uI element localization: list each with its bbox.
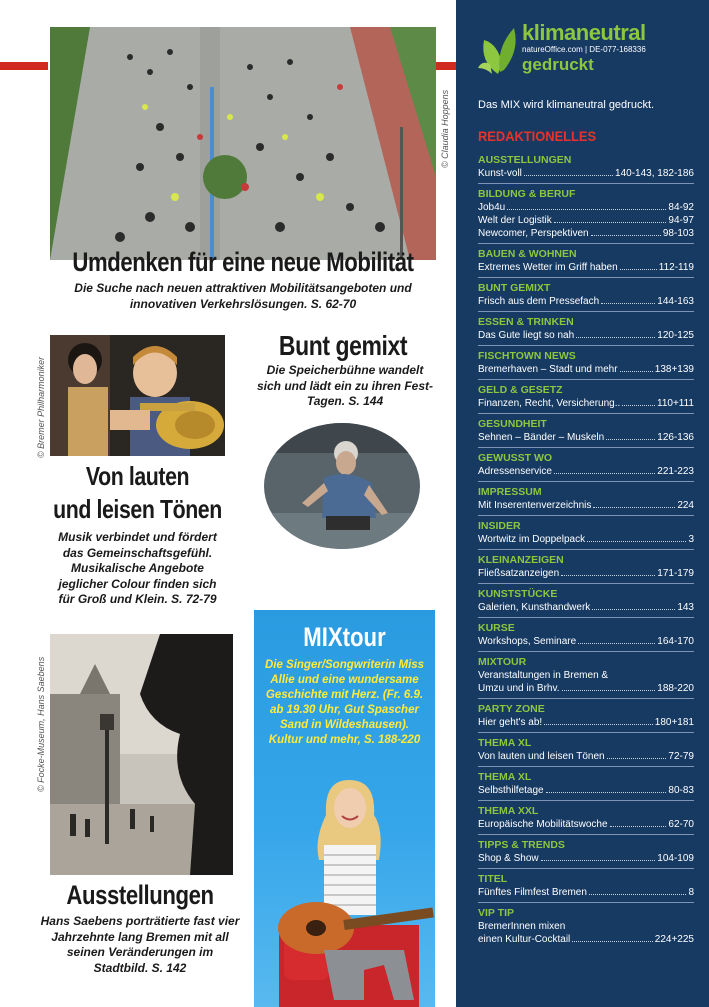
exhibitions-headline: Ausstellungen — [66, 880, 214, 910]
toc-entry-title: Selbsthilfetage — [478, 785, 544, 796]
toc-category: GESUNDHEIT — [478, 418, 547, 430]
toc-category: VIP TIP — [478, 907, 514, 919]
mixtour-text: Die Singer/Songwriterin Miss Allie und eine wundersame Geschichte mit Herz. (Fr. 6.9. ab 19.30 Uhr, Gut Spascher Sand in Wildeshausen). Kultur und mehr, S. 188-220 — [264, 659, 425, 746]
toc-section — [478, 383, 694, 414]
toc-leader-dots — [606, 439, 655, 440]
toc-entry[interactable] — [478, 214, 694, 227]
toc-divider — [478, 868, 694, 869]
toc-category: KURSE — [478, 622, 515, 634]
toc-entry[interactable] — [478, 227, 694, 240]
toc-category: BILDUNG & BERUF — [478, 188, 576, 200]
toc-list — [478, 153, 694, 949]
toc-entry-title: Das Gute liegt so nah — [478, 330, 575, 341]
toc-entry-title: Workshops, Seminare — [478, 636, 577, 647]
toc-entry-title: Newcomer, Perspektiven — [478, 228, 589, 239]
toc-entry-title: Hier geht's ab! — [478, 717, 543, 728]
toc-entry-pages: 224+225 — [654, 934, 694, 945]
toc-divider — [478, 698, 694, 699]
toc-leader-dots — [620, 371, 653, 372]
toc-section — [478, 872, 694, 903]
toc-leader-dots — [610, 826, 667, 827]
bunt-teaser: Die Speicherbühne wandelt sich und lädt ein zu ihren Fest-Tagen. S. 144 — [256, 363, 433, 409]
toc-entry-pages: 104-109 — [657, 853, 694, 864]
photo-credit-exhibitions: © Focke-Museum, Hans Saebens — [36, 656, 46, 792]
logo-print-label: gedruckt — [522, 55, 594, 74]
leaf-logo-icon — [476, 22, 520, 76]
toc-section — [478, 804, 694, 835]
toc-entry-title: BremerInnen mixen — [478, 921, 566, 932]
toc-entry[interactable] — [478, 431, 694, 444]
toc-section — [478, 553, 694, 584]
toc-entry-pages: 221-223 — [657, 466, 694, 477]
toc-section — [478, 655, 694, 699]
toc-entry[interactable] — [478, 716, 694, 729]
toc-entry[interactable] — [478, 920, 694, 933]
logo-title: klimaneutral — [522, 20, 646, 45]
toc-section — [478, 770, 694, 801]
toc-divider — [478, 732, 694, 733]
toc-entry[interactable] — [478, 852, 694, 865]
toc-divider — [478, 583, 694, 584]
toc-category: TIPPS & TRENDS — [478, 839, 565, 851]
toc-entry[interactable] — [478, 635, 694, 648]
toc-entry-title: Galerien, Kunsthandwerk — [478, 602, 591, 613]
toc-entry-title: Fließsatzanzeigen — [478, 568, 560, 579]
toc-entry-pages: 143 — [677, 602, 694, 613]
toc-entry-pages: 8 — [688, 887, 694, 898]
photo-credit-mobility: © Claudia Hoppens — [440, 89, 450, 168]
toc-category: GEWUSST WO — [478, 452, 553, 464]
mobility-headline: Umdenken für eine neue Mobilität — [72, 247, 414, 277]
toc-entry[interactable] — [478, 567, 694, 580]
music-teaser: Musik verbindet und fördert das Gemeinschaftsgefühl. Musikalische Angebote jeglicher Colour finden sich für Groß und Klein. S. 72-79 — [58, 530, 217, 607]
toc-divider — [478, 345, 694, 346]
toc-entry-title: Veranstaltungen in Bremen & — [478, 670, 609, 681]
toc-entry[interactable] — [478, 465, 694, 478]
toc-section — [478, 315, 694, 346]
historic-street-illustration — [50, 634, 233, 875]
singer-illustration — [254, 750, 435, 1007]
toc-entry[interactable] — [478, 533, 694, 546]
toc-entry-title: Mit Inserentenverzeichnis — [478, 500, 592, 511]
toc-section — [478, 838, 694, 869]
toc-entry[interactable] — [478, 499, 694, 512]
toc-section — [478, 621, 694, 652]
toc-category: TITEL — [478, 873, 508, 885]
toc-leader-dots — [591, 235, 661, 236]
toc-entry-pages: 110+111 — [657, 398, 694, 409]
toc-category: INSIDER — [478, 520, 521, 532]
toc-entry[interactable] — [478, 201, 694, 214]
toc-entry[interactable] — [478, 363, 694, 376]
toc-category: BAUEN & WOHNEN — [478, 248, 577, 260]
toc-entry[interactable] — [478, 818, 694, 831]
dancer-photo — [264, 423, 420, 549]
toc-entry-title: Frisch aus dem Pressefach — [478, 296, 600, 307]
toc-divider — [478, 766, 694, 767]
toc-leader-dots — [589, 894, 687, 895]
toc-entry[interactable] — [478, 886, 694, 899]
toc-leader-dots — [620, 269, 657, 270]
toc-leader-dots — [572, 941, 653, 942]
toc-entry-pages: 140-143, 182-186 — [615, 168, 694, 179]
musicians-photo — [50, 335, 225, 456]
toc-section — [478, 281, 694, 312]
toc-category: KLEINANZEIGEN — [478, 554, 564, 566]
toc-section — [478, 519, 694, 550]
cyclists-illustration — [50, 27, 436, 260]
historic-street-photo — [50, 634, 233, 875]
bunt-headline: Bunt gemixt — [278, 330, 408, 361]
toc-entry-pages: 224 — [677, 500, 694, 511]
music-headline-line1: Von lauten — [85, 461, 190, 491]
toc-entry[interactable] — [478, 329, 694, 342]
toc-leader-dots — [601, 303, 655, 304]
toc-entry[interactable] — [478, 295, 694, 308]
toc-divider — [478, 515, 694, 516]
toc-divider — [478, 243, 694, 244]
toc-section — [478, 485, 694, 516]
toc-category: AUSSTELLUNGEN — [478, 154, 572, 166]
music-headline-line2: und leisen Tönen — [53, 494, 222, 524]
toc-entry-pages: 84-92 — [668, 202, 694, 213]
toc-leader-dots — [578, 643, 655, 644]
toc-category: GELD & GESETZ — [478, 384, 563, 396]
toc-leader-dots — [622, 405, 655, 406]
toc-entry-title: Finanzen, Recht, Versicherung.. — [478, 398, 621, 409]
toc-entry-title: Adressenservice — [478, 466, 552, 477]
mobility-teaser: Die Suche nach neuen attraktiven Mobilitätsangeboten und innovativen Verkehrslösungen. S. 62-70 — [74, 281, 412, 311]
toc-category: THEMA XL — [478, 771, 532, 783]
toc-leader-dots — [562, 690, 656, 691]
toc-section — [478, 153, 694, 184]
toc-entry-title: Europäische Mobilitätswoche — [478, 819, 608, 830]
toc-leader-dots — [607, 758, 667, 759]
toc-section — [478, 187, 694, 244]
toc-entry-pages: 94-97 — [668, 215, 694, 226]
exhibitions-teaser: Hans Saebens porträtierte fast vier Jahrzehnte lang Bremen mit all seinen Veränderungen im Stadtbild. S. 142 — [40, 914, 240, 975]
toc-category: BUNT GEMIXT — [478, 282, 551, 294]
toc-entry[interactable] — [478, 750, 694, 763]
toc-divider — [478, 183, 694, 184]
toc-entry-title: Von lauten und leisen Tönen — [478, 751, 605, 762]
toc-section — [478, 417, 694, 448]
toc-category: IMPRESSUM — [478, 486, 542, 498]
toc-entry-title: Umzu und in Brhv. — [478, 683, 560, 694]
toc-entry-pages: 98-103 — [662, 228, 694, 239]
toc-leader-dots — [554, 473, 655, 474]
red-rule-right — [436, 62, 456, 70]
toc-section — [478, 702, 694, 733]
toc-leader-dots — [587, 541, 686, 542]
toc-entry[interactable] — [478, 167, 694, 180]
toc-leader-dots — [593, 507, 675, 508]
toc-leader-dots — [592, 609, 675, 610]
toc-entry-pages: 62-70 — [668, 819, 694, 830]
toc-entry-title: einen Kultur-Cocktail — [478, 934, 571, 945]
toc-entry-title: Kunst-voll — [478, 168, 522, 179]
toc-entry[interactable] — [478, 669, 694, 682]
toc-entry-pages: 171-179 — [657, 568, 694, 579]
toc-leader-dots — [546, 792, 667, 793]
toc-entry-pages: 80-83 — [668, 785, 694, 796]
toc-entry-title: Welt der Logistik — [478, 215, 552, 226]
toc-entry-title: Fünftes Filmfest Bremen — [478, 887, 587, 898]
toc-leader-dots — [576, 337, 655, 338]
climate-note: Das MIX wird klimaneutral gedruckt. — [478, 99, 655, 111]
toc-entry-title: Bremerhaven – Stadt und mehr — [478, 364, 618, 375]
toc-entry-title: Wortwitz im Doppelpack — [478, 534, 586, 545]
toc-entry[interactable] — [478, 784, 694, 797]
toc-entry[interactable] — [478, 261, 694, 274]
toc-divider — [478, 902, 694, 903]
toc-section — [478, 451, 694, 482]
toc-category: ESSEN & TRINKEN — [478, 316, 574, 328]
toc-section — [478, 906, 694, 946]
toc-entry[interactable] — [478, 601, 694, 614]
mixtour-title: MIXtour — [303, 622, 386, 652]
toc-divider — [478, 651, 694, 652]
musicians-illustration — [50, 335, 225, 456]
toc-divider — [478, 481, 694, 482]
toc-divider — [478, 311, 694, 312]
toc-leader-dots — [541, 860, 656, 861]
red-rule-left — [0, 62, 48, 70]
toc-category: THEMA XL — [478, 737, 532, 749]
dancer-illustration — [264, 423, 420, 549]
cyclists-photo — [50, 27, 436, 260]
toc-heading: REDAKTIONELLES — [478, 128, 597, 144]
toc-entry-pages: 164-170 — [657, 636, 694, 647]
toc-entry[interactable] — [478, 933, 694, 946]
toc-section — [478, 349, 694, 380]
toc-entry-pages: 120-125 — [657, 330, 694, 341]
toc-entry-pages: 126-136 — [657, 432, 694, 443]
toc-entry-pages: 112-119 — [658, 262, 694, 273]
toc-divider — [478, 277, 694, 278]
toc-category: PARTY ZONE — [478, 703, 545, 715]
toc-leader-dots — [507, 209, 666, 210]
toc-divider — [478, 834, 694, 835]
toc-entry-pages: 188-220 — [657, 683, 694, 694]
toc-entry-title: Job4u — [478, 202, 506, 213]
toc-section — [478, 587, 694, 618]
toc-divider — [478, 549, 694, 550]
photo-credit-music: © Bremer Philharmoniker — [36, 356, 46, 458]
toc-category: THEMA XXL — [478, 805, 539, 817]
toc-category: FISCHTOWN NEWS — [478, 350, 576, 362]
toc-entry-pages: 144-163 — [657, 296, 694, 307]
toc-entry-pages: 180+181 — [654, 717, 694, 728]
logo-certificate: natureOffice.com | DE-077-168336 — [522, 45, 646, 54]
toc-leader-dots — [554, 222, 667, 223]
toc-leader-dots — [524, 175, 613, 176]
toc-entry-pages: 72-79 — [668, 751, 694, 762]
toc-entry-title: Shop & Show — [478, 853, 539, 864]
toc-entry[interactable] — [478, 682, 694, 695]
toc-divider — [478, 447, 694, 448]
mixtour-box[interactable] — [254, 610, 435, 1007]
toc-entry-pages: 138+139 — [654, 364, 694, 375]
toc-category: MIXTOUR — [478, 656, 527, 668]
table-of-contents-sidebar — [456, 0, 709, 1007]
toc-section — [478, 247, 694, 278]
toc-divider — [478, 617, 694, 618]
toc-entry-title: Extremes Wetter im Griff haben — [478, 262, 618, 273]
toc-entry[interactable] — [478, 397, 694, 410]
toc-divider — [478, 379, 694, 380]
toc-divider — [478, 800, 694, 801]
toc-category: KUNSTSTÜCKE — [478, 588, 558, 600]
toc-leader-dots — [544, 724, 653, 725]
toc-divider — [478, 413, 694, 414]
toc-leader-dots — [561, 575, 655, 576]
toc-entry-pages: 3 — [688, 534, 694, 545]
toc-entry-title: Sehnen – Bänder – Muskeln — [478, 432, 605, 443]
toc-section — [478, 736, 694, 767]
